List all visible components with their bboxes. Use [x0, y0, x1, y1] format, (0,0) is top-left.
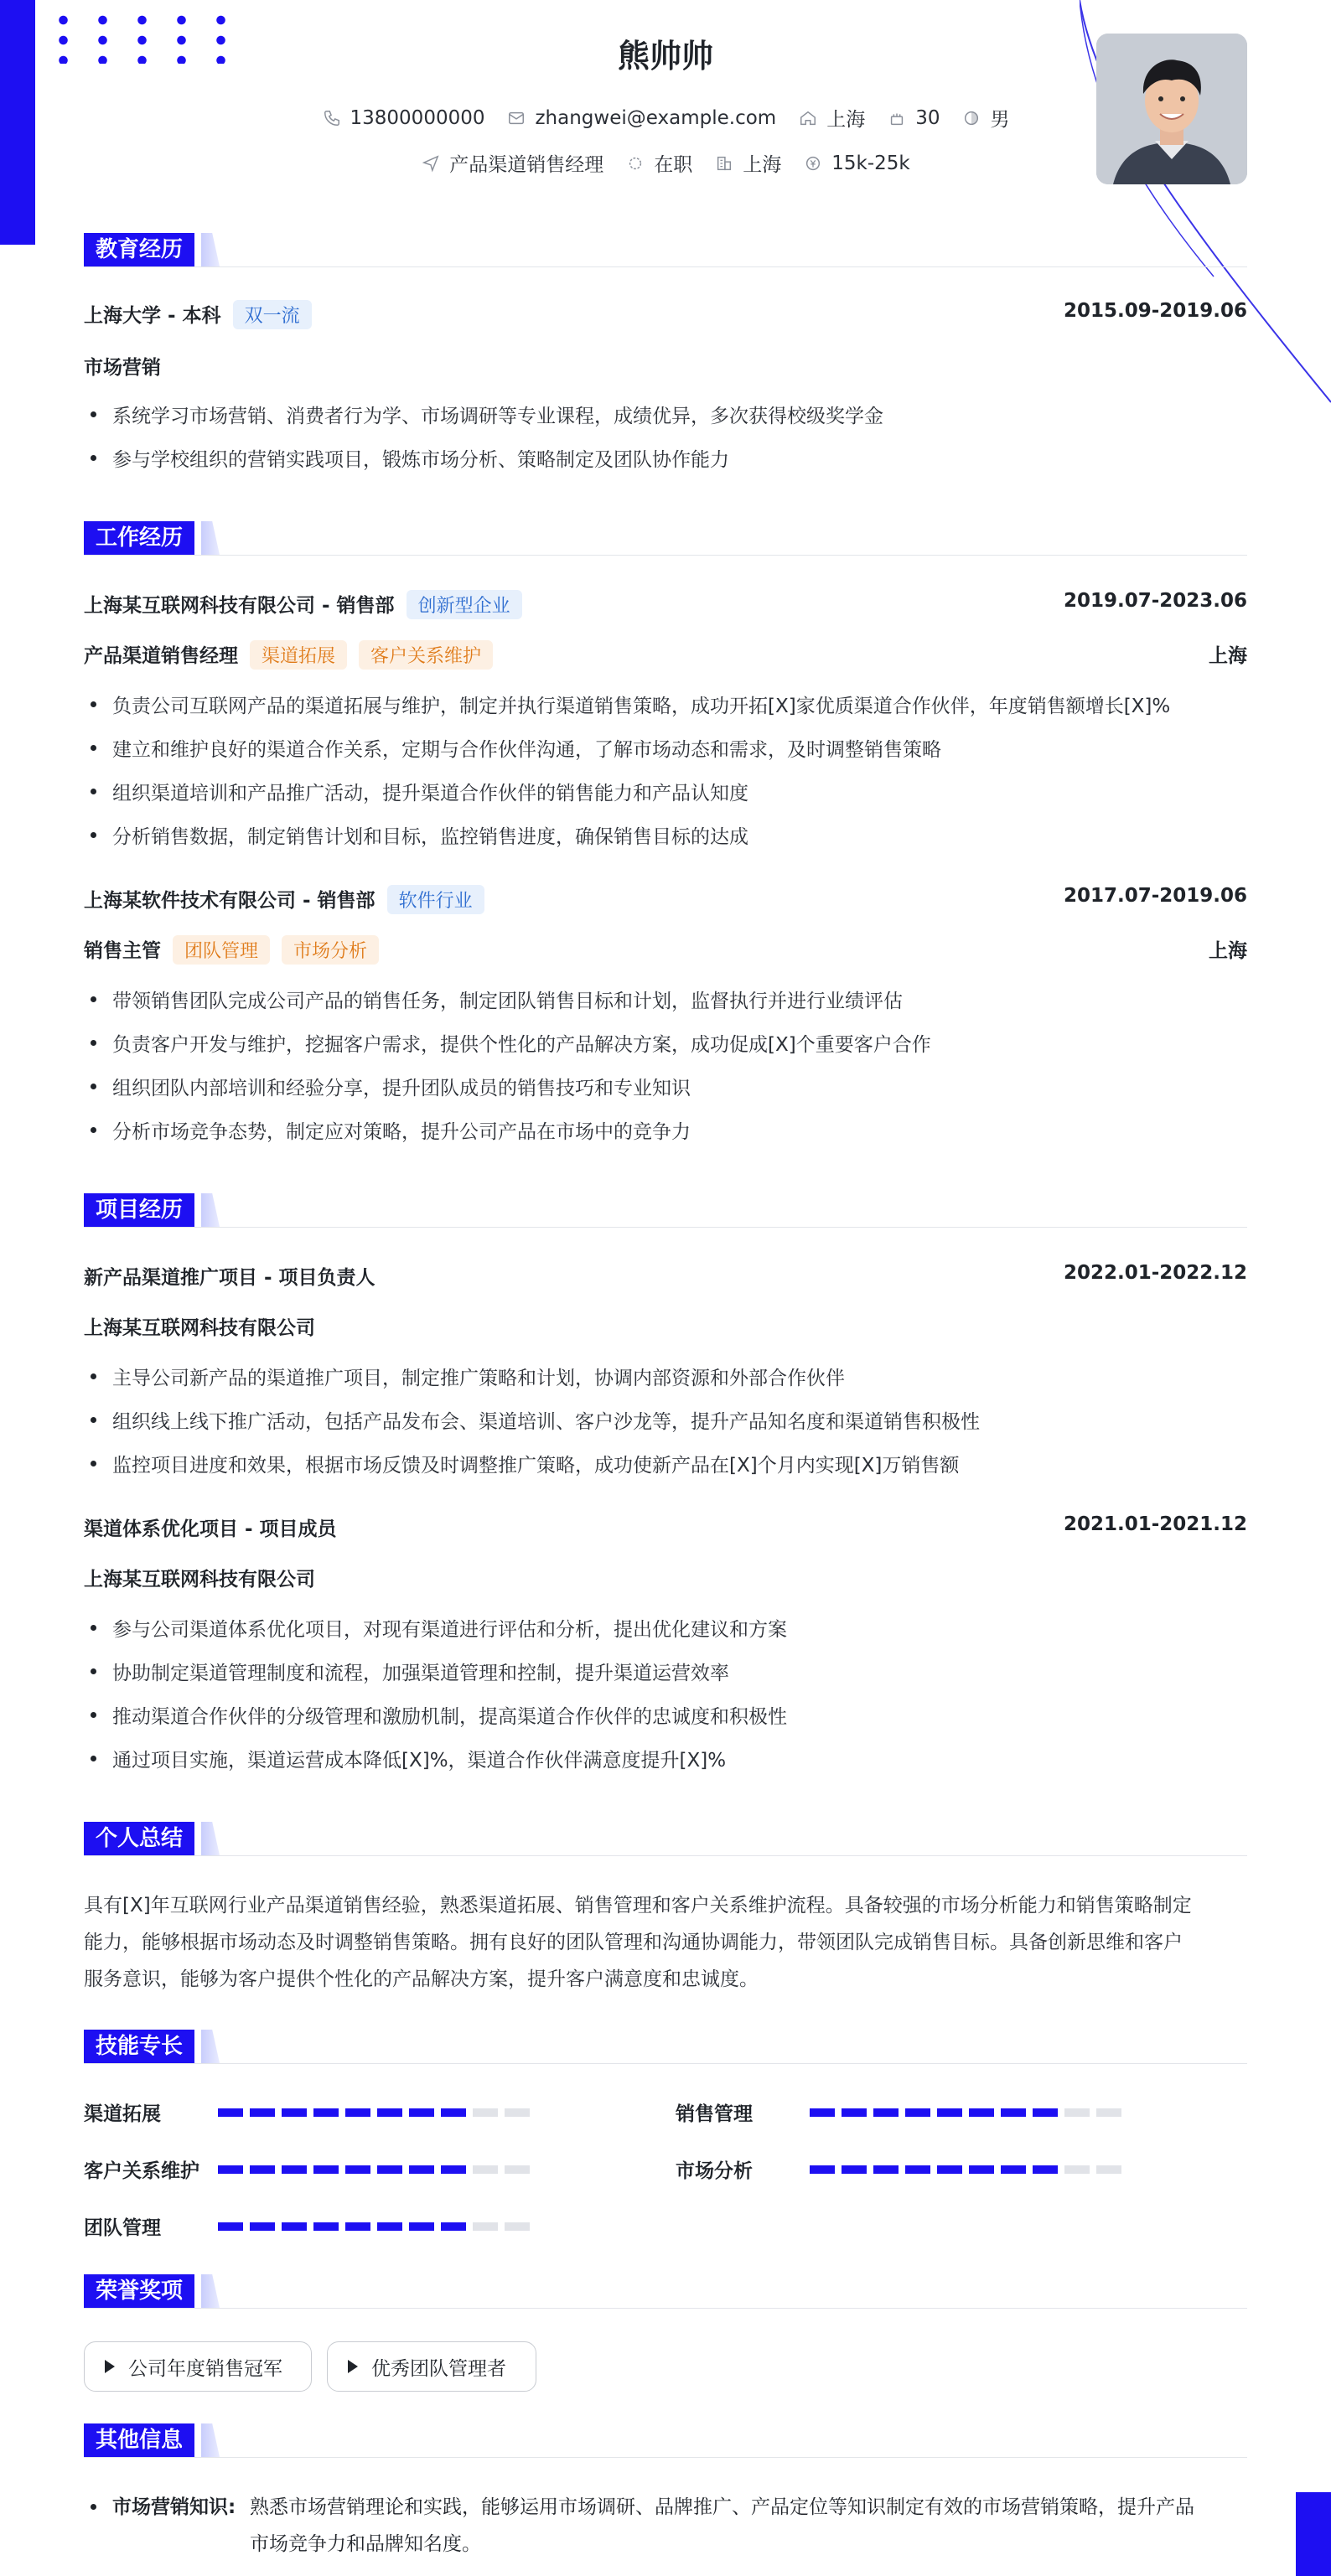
- skill-level-segment-filled: [218, 2165, 243, 2174]
- list-item: 负责客户开发与维护，挖掘客户需求，提供个性化的产品解决方案，成功促成[X]个重要客户合作: [84, 1029, 1247, 1057]
- other-info-item: [84, 2489, 1247, 2563]
- work-place: 上海: [1209, 940, 1247, 962]
- skill-level-segment-filled: [377, 2108, 402, 2117]
- skill-level-bar: [218, 2165, 530, 2174]
- city-info: [714, 149, 781, 177]
- company-tag: 软件行业: [387, 885, 484, 914]
- projects-section-title: [84, 1193, 1247, 1228]
- skill-level-segment-filled: [218, 2108, 243, 2117]
- skill-level-segment-empty: [473, 2222, 498, 2231]
- skill-level-bar: [218, 2222, 530, 2231]
- gender-info: [961, 104, 1009, 132]
- skill-level-segment-filled: [810, 2108, 835, 2117]
- other-section: [84, 2423, 1247, 2458]
- decor-bar-left: [0, 0, 35, 245]
- other-info-continuation: 市场竞争力和品牌知名度。: [250, 2533, 481, 2555]
- skill-level-segment-filled: [313, 2165, 339, 2174]
- age-text: 30: [915, 106, 940, 129]
- work-place: 上海: [1209, 645, 1247, 667]
- title-tail: [201, 233, 220, 266]
- skill-level-segment-filled: [441, 2222, 466, 2231]
- list-item: 协助制定渠道管理制度和流程，加强渠道管理和控制，提升渠道运营效率: [84, 1658, 1247, 1685]
- major-name: 市场营销: [84, 357, 161, 379]
- list-item: 负责公司互联网产品的渠道拓展与维护，制定并执行渠道销售策略，成功开拓[X]家优质渠道合作伙伴，年度销售额增长[X]%: [84, 691, 1247, 718]
- list-item: 通过项目实施，渠道运营成本降低[X]%，渠道合作伙伴满意度提升[X]%: [84, 1745, 1247, 1772]
- list-item: 分析市场竞争态势，制定应对策略，提升公司产品在市场中的竞争力: [84, 1116, 1247, 1144]
- skill-level-segment-filled: [250, 2165, 275, 2174]
- project-item-header: [84, 1513, 1247, 1541]
- work-section: [84, 521, 1247, 556]
- title-tail: [201, 1193, 220, 1227]
- skill-level-segment-filled: [441, 2165, 466, 2174]
- title-tail: [201, 2274, 220, 2308]
- summary-line: 能力，能够根据市场动态及时调整销售策略。拥有良好的团队管理和沟通协调能力，带领团队完成销售目标。具备创新思维和客户: [84, 1932, 1183, 1953]
- project-name: 渠道体系优化项目 - 项目成员: [84, 1518, 337, 1540]
- skill-level-segment-filled: [873, 2108, 899, 2117]
- award-label: 公司年度销售冠军: [128, 2357, 282, 2380]
- skill-level-segment-filled: [218, 2222, 243, 2231]
- work-position-row: [84, 935, 1247, 965]
- play-icon: [105, 2360, 115, 2373]
- skill-level-segment-filled: [409, 2165, 434, 2174]
- skill-level-segment-empty: [473, 2108, 498, 2117]
- phone-icon: [322, 108, 342, 128]
- summary-section: [84, 1822, 1247, 1856]
- skill-level-segment-filled: [441, 2108, 466, 2117]
- skill-level-segment-empty: [1064, 2108, 1090, 2117]
- education-section-title: [84, 233, 1247, 267]
- project-date: 2022.01-2022.12: [1063, 1262, 1247, 1284]
- award-label: 优秀团队管理者: [371, 2357, 506, 2380]
- skill-level-bar: [810, 2108, 1121, 2117]
- work-date: 2019.07-2023.06: [1063, 590, 1247, 612]
- summary-line: 具有[X]年互联网行业产品渠道销售经验，熟悉渠道拓展、销售管理和客户关系维护流程。具备较强的市场分析能力和销售策略制定: [84, 1895, 1192, 1916]
- email-text: zhangwei@example.com: [535, 106, 777, 129]
- skill-level-segment-empty: [1064, 2165, 1090, 2174]
- salary-text: 15k-25k: [831, 152, 910, 174]
- status-info: [625, 149, 692, 177]
- skill-level-segment-filled: [842, 2108, 867, 2117]
- education-section: [84, 233, 1247, 267]
- skill-level-segment-filled: [409, 2108, 434, 2117]
- award-chip: [84, 2341, 312, 2392]
- salary-icon: [803, 153, 823, 173]
- summary-line: 服务意识，能够为客户提供个性化的产品解决方案，提升客户满意度和忠诚度。: [84, 1968, 759, 1990]
- work-item-header: [84, 885, 1247, 914]
- list-item: 分析销售数据，制定销售计划和目标，监控销售进度，确保销售目标的达成: [84, 821, 1247, 849]
- contact-row-2: [84, 149, 1247, 177]
- skill-tag: 团队管理: [173, 935, 270, 965]
- work-position-row: [84, 640, 1247, 670]
- skill-level-segment-filled: [250, 2108, 275, 2117]
- title-tail: [201, 2030, 220, 2063]
- work-date: 2017.07-2019.06: [1063, 885, 1247, 907]
- skill-level-segment-empty: [505, 2108, 530, 2117]
- skill-level-segment-filled: [873, 2165, 899, 2174]
- mail-icon: [506, 108, 526, 128]
- bullet-dot: [91, 2504, 96, 2510]
- skills-section: [84, 2030, 1247, 2064]
- title-tail: [201, 1822, 220, 1855]
- skill-level-segment-filled: [377, 2165, 402, 2174]
- list-item: 推动渠道合作伙伴的分级管理和激励机制，提高渠道合作伙伴的忠诚度和积极性: [84, 1701, 1247, 1729]
- skill-item: [676, 2155, 1121, 2183]
- phone-info: [322, 107, 485, 129]
- skill-name: 市场分析: [676, 2160, 753, 2182]
- skill-level-bar: [810, 2165, 1121, 2174]
- salary-info: [803, 153, 909, 174]
- project-company: 上海某互联网科技有限公司: [84, 1569, 315, 1591]
- project-name: 新产品渠道推广项目 - 项目负责人: [84, 1267, 375, 1289]
- skill-level-segment-empty: [1096, 2108, 1121, 2117]
- project-date: 2021.01-2021.12: [1063, 1513, 1247, 1535]
- avatar-photo: [1096, 34, 1247, 184]
- list-item: 参与公司渠道体系优化项目，对现有渠道进行评估和分析，提出优化建议和方案: [84, 1614, 1247, 1642]
- company-name: 上海某软件技术有限公司 - 销售部: [84, 890, 375, 912]
- skill-level-segment-filled: [810, 2165, 835, 2174]
- skill-level-segment-filled: [1033, 2165, 1058, 2174]
- skill-level-segment-filled: [282, 2165, 307, 2174]
- title-tail: [201, 2423, 220, 2457]
- skills-section-title: [84, 2030, 1247, 2064]
- awards-section-title: [84, 2274, 1247, 2309]
- awards-section: [84, 2274, 1247, 2309]
- list-item: 组织团队内部培训和经验分享，提升团队成员的销售技巧和专业知识: [84, 1073, 1247, 1100]
- other-info-text: 熟悉市场营销理论和实践，能够运用市场调研、品牌推广、产品定位等知识制定有效的市场营销策略，提升产品: [250, 2496, 1194, 2518]
- education-item-header: [84, 300, 1247, 329]
- list-item: 系统学习市场营销、消费者行为学、市场调研等专业课程，成绩优异，多次获得校级奖学金: [84, 401, 1247, 428]
- skill-level-segment-filled: [345, 2108, 370, 2117]
- skill-level-segment-filled: [377, 2222, 402, 2231]
- skill-level-segment-filled: [905, 2165, 930, 2174]
- list-item: 主导公司新产品的渠道推广项目，制定推广策略和计划，协调内部资源和外部合作伙伴: [84, 1363, 1247, 1390]
- building-icon: [714, 153, 734, 173]
- gender-text: 男: [990, 109, 1010, 131]
- list-item: 组织渠道培训和产品推广活动，提升渠道合作伙伴的销售能力和产品认知度: [84, 778, 1247, 805]
- company-name: 上海某互联网科技有限公司 - 销售部: [84, 595, 395, 617]
- summary-section-title: [84, 1822, 1247, 1856]
- skill-level-segment-filled: [313, 2108, 339, 2117]
- list-item: 建立和维护良好的渠道合作关系，定期与合作伙伴沟通，了解市场动态和需求，及时调整销售策略: [84, 734, 1247, 762]
- company-tag: 创新型企业: [407, 590, 522, 619]
- skill-name: 渠道拓展: [84, 2103, 161, 2125]
- phone-text: 13800000000: [350, 106, 485, 129]
- send-icon: [421, 153, 441, 173]
- award-chip: [327, 2341, 536, 2392]
- work-item-header: [84, 590, 1247, 619]
- skill-item: [84, 2155, 530, 2183]
- skills-title: 技能专长: [84, 2030, 194, 2063]
- skill-level-segment-empty: [1096, 2165, 1121, 2174]
- skill-tag: 市场分析: [282, 935, 379, 965]
- summary-text: [84, 1887, 1247, 1998]
- education-date: 2015.09-2019.06: [1063, 300, 1247, 322]
- school-tag: 双一流: [233, 300, 312, 329]
- gender-icon: [961, 108, 981, 128]
- skill-tag: 渠道拓展: [250, 640, 347, 670]
- position-name: 销售主管: [84, 940, 161, 962]
- skill-level-segment-filled: [842, 2165, 867, 2174]
- other-info-label: 市场营销知识:: [112, 2496, 236, 2518]
- location-info: [798, 104, 865, 132]
- projects-section: [84, 1193, 1247, 1228]
- awards-title: 荣誉奖项: [84, 2274, 194, 2308]
- home-icon: [798, 108, 818, 128]
- city-text: 上海: [743, 154, 782, 176]
- decor-bar-right: [1296, 2492, 1331, 2576]
- status-icon: [625, 153, 645, 173]
- play-icon: [348, 2360, 358, 2373]
- other-section-title: [84, 2423, 1247, 2458]
- skill-item: [84, 2212, 530, 2240]
- position-name: 产品渠道销售经理: [84, 645, 238, 667]
- list-item: 组织线上线下推广活动，包括产品发布会、渠道培训、客户沙龙等，提升产品知名度和渠道销售积极性: [84, 1406, 1247, 1434]
- project-item-header: [84, 1262, 1247, 1290]
- skill-level-segment-filled: [937, 2165, 962, 2174]
- skill-level-segment-filled: [1001, 2108, 1026, 2117]
- skill-tag: 客户关系维护: [359, 640, 493, 670]
- skill-name: 团队管理: [84, 2217, 161, 2239]
- skill-level-segment-filled: [282, 2108, 307, 2117]
- list-item: 监控项目进度和效果，根据市场反馈及时调整推广策略，成功使新产品在[X]个月内实现[X]万销售额: [84, 1450, 1247, 1477]
- skill-level-segment-filled: [345, 2165, 370, 2174]
- skill-level-segment-filled: [969, 2165, 994, 2174]
- location-text: 上海: [826, 109, 866, 131]
- skill-level-segment-filled: [345, 2222, 370, 2231]
- age-icon: [887, 108, 907, 128]
- skill-level-segment-empty: [473, 2165, 498, 2174]
- skill-level-segment-filled: [250, 2222, 275, 2231]
- skill-level-segment-filled: [409, 2222, 434, 2231]
- age-info: [887, 107, 940, 129]
- work-section-title: [84, 521, 1247, 556]
- skill-level-segment-empty: [505, 2165, 530, 2174]
- skill-name: 客户关系维护: [84, 2160, 199, 2182]
- summary-title: 个人总结: [84, 1822, 194, 1855]
- list-item: 参与学校组织的营销实践项目，锻炼市场分析、策略制定及团队协作能力: [84, 444, 1247, 472]
- skill-item: [676, 2098, 1121, 2126]
- skill-level-bar: [218, 2108, 530, 2117]
- status-text: 在职: [654, 154, 693, 176]
- job-target-text: 产品渠道销售经理: [449, 154, 604, 176]
- other-info-line: [84, 2489, 1247, 2526]
- other-title: 其他信息: [84, 2423, 194, 2457]
- candidate-name: 熊帅帅: [617, 38, 713, 75]
- skill-level-segment-empty: [505, 2222, 530, 2231]
- school-name: 上海大学 - 本科: [84, 305, 221, 327]
- education-title: 教育经历: [84, 233, 194, 266]
- skill-level-segment-filled: [282, 2222, 307, 2231]
- work-title: 工作经历: [84, 521, 194, 555]
- contact-row-1: [84, 104, 1247, 132]
- skill-level-segment-filled: [1033, 2108, 1058, 2117]
- projects-title: 项目经历: [84, 1193, 194, 1227]
- list-item: 带领销售团队完成公司产品的销售任务，制定团队销售目标和计划，监督执行并进行业绩评估: [84, 985, 1247, 1013]
- job-target-info: [421, 149, 603, 177]
- skill-level-segment-filled: [969, 2108, 994, 2117]
- skill-level-segment-filled: [313, 2222, 339, 2231]
- email-info: [506, 107, 776, 129]
- project-company: 上海某互联网科技有限公司: [84, 1317, 315, 1339]
- skill-level-segment-filled: [937, 2108, 962, 2117]
- skill-item: [84, 2098, 530, 2126]
- skill-name: 销售管理: [676, 2103, 753, 2125]
- title-tail: [201, 521, 220, 555]
- skill-level-segment-filled: [905, 2108, 930, 2117]
- skill-level-segment-filled: [1001, 2165, 1026, 2174]
